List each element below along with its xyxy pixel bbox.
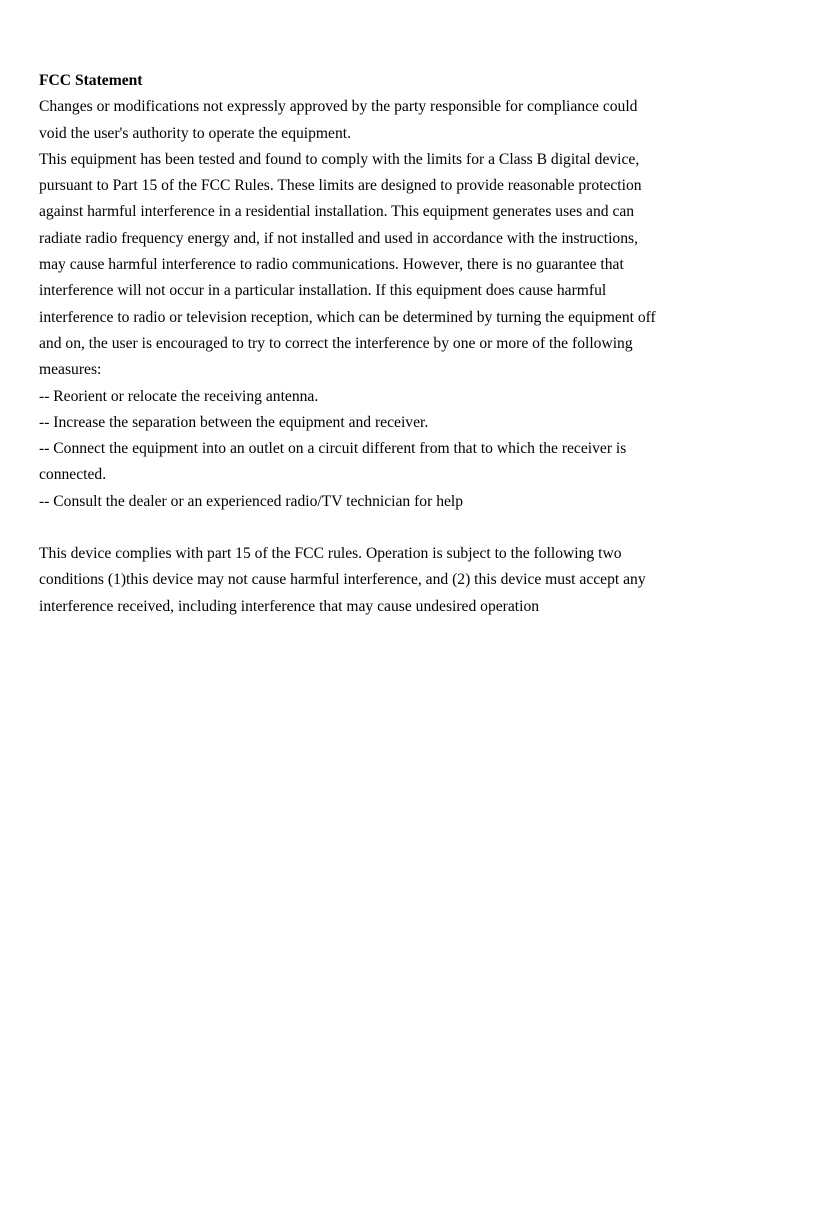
text-line: may cause harmful interference to radio communications. However, there is no guarantee that <box>39 256 624 274</box>
measure-item: -- Connect the equipment into an outlet on a circuit different from that to which the receiver is <box>39 440 627 458</box>
document-content <box>39 68 814 620</box>
document-title: FCC Statement <box>39 72 143 89</box>
text-line: void the user's authority to operate the equipment. <box>39 124 352 142</box>
text-line: radiate radio frequency energy and, if not installed and used in accordance with the instructions, <box>39 229 638 247</box>
text-line: against harmful interference in a residential installation. This equipment generates uses and can <box>39 203 635 221</box>
text-line: Changes or modifications not expressly approved by the party responsible for compliance could <box>39 98 638 116</box>
text-line: interference received, including interference that may cause undesired operation <box>39 597 540 615</box>
measure-item: -- Reorient or relocate the receiving antenna. <box>39 387 319 405</box>
text-line: interference will not occur in a particular installation. If this equipment does cause harmful <box>39 282 607 300</box>
text-line: This device complies with part 15 of the FCC rules. Operation is subject to the following two <box>39 545 622 563</box>
fcc-statement-section <box>39 94 814 515</box>
paragraph-gap <box>39 515 814 541</box>
text-line: and on, the user is encouraged to try to correct the interference by one or more of the following <box>39 334 633 352</box>
text-line: connected. <box>39 466 107 484</box>
text-line: interference to radio or television reception, which can be determined by turning the equipment off <box>39 308 656 326</box>
part15-compliance-section <box>39 541 814 620</box>
text-line: pursuant to Part 15 of the FCC Rules. These limits are designed to provide reasonable protection <box>39 177 642 195</box>
text-line: conditions (1)this device may not cause harmful interference, and (2) this device must accept any <box>39 571 646 589</box>
text-line: This equipment has been tested and found to comply with the limits for a Class B digital device, <box>39 150 640 168</box>
measure-item: -- Consult the dealer or an experienced radio/TV technician for help <box>39 492 464 510</box>
measure-item: -- Increase the separation between the equipment and receiver. <box>39 413 429 431</box>
text-line: measures: <box>39 361 102 379</box>
